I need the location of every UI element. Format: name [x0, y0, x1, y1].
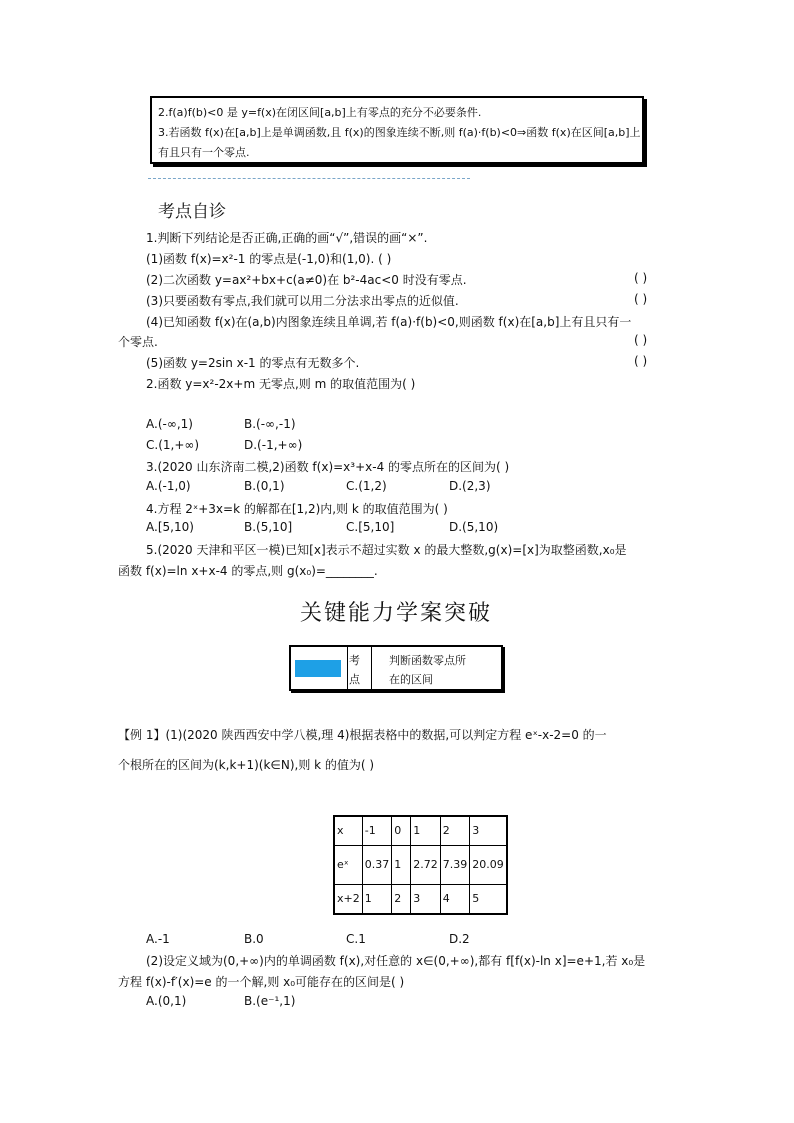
table-row: [334, 846, 507, 885]
section-title-key-abilities: 关键能力学案突破: [300, 601, 493, 626]
q1-paren-2: ( ): [634, 271, 648, 285]
notes-box: [150, 96, 644, 164]
table-cell: 3: [411, 885, 441, 915]
table-cell: 2.72: [411, 846, 441, 885]
q5-line-2: 函数 f(x)=ln x+x-4 的零点,则 g(x₀)=________.: [118, 564, 378, 578]
data-table: [333, 815, 508, 915]
q4-opt-a: A.[5,10): [146, 520, 194, 534]
q3-opt-b: B.(0,1): [244, 479, 285, 493]
table-cell: 1: [362, 885, 392, 915]
q2-opt-c: C.(1,+∞): [146, 438, 200, 452]
q1-item-3: (3)只要函数有零点,我们就可以用二分法求出零点的近似值.: [146, 294, 459, 308]
table-cell: 5: [470, 885, 507, 915]
example2-opt-a: A.(0,1): [146, 994, 187, 1008]
table-cell: x: [334, 816, 362, 846]
table-cell: 2: [392, 885, 411, 915]
q3-opt-a: A.(-1,0): [146, 479, 191, 493]
example1-opt-d: D.2: [449, 932, 470, 946]
q2-opt-b: B.(-∞,-1): [244, 417, 296, 431]
example2-line-2: 方程 f(x)-f′(x)=e 的一个解,则 x₀可能存在的区间是( ): [118, 975, 405, 989]
q1-item-1: (1)函数 f(x)=x²-1 的零点是(-1,0)和(1,0). ( ): [146, 252, 392, 266]
note-line-2: 2.f(a)f(b)<0 是 y=f(x)在闭区间[a,b]上有零点的充分不必要条件.: [158, 106, 482, 119]
q4-opt-c: C.[5,10]: [346, 520, 395, 534]
table-cell: 1: [411, 816, 441, 846]
table-cell: 0: [392, 816, 411, 846]
table-cell: 7.39: [440, 846, 470, 885]
q3-opt-d: D.(2,3): [449, 479, 491, 493]
example1-line-2: 个根所在的区间为(k,k+1)(k∈N),则 k 的值为( ): [118, 758, 375, 772]
q4-opt-d: D.(5,10): [449, 520, 499, 534]
kaodian-number-badge: [295, 660, 341, 677]
q1-item-2: (2)二次函数 y=ax²+bx+c(a≠0)在 b²-4ac<0 时没有零点.: [146, 273, 467, 287]
q1-paren-4: ( ): [634, 333, 648, 347]
section-title-kaodian-zizhen: 考点自诊: [158, 202, 226, 222]
table-cell: eˣ: [334, 846, 362, 885]
table-row: [334, 885, 507, 915]
q1-paren-3: ( ): [634, 292, 648, 306]
table-cell: 2: [440, 816, 470, 846]
table-cell: 0.37: [362, 846, 392, 885]
q4-stem: 4.方程 2ˣ+3x=k 的解都在[1,2)内,则 k 的取值范围为( ): [146, 502, 448, 516]
table-cell: -1: [362, 816, 392, 846]
table-cell: 20.09: [470, 846, 507, 885]
q3-stem: 3.(2020 山东济南二模,2)函数 f(x)=x³+x-4 的零点所在的区间为( ): [146, 460, 510, 474]
kaodian-title-2: 在的区间: [389, 673, 433, 686]
note-line-3-cont: 有且只有一个零点.: [158, 146, 250, 159]
table-cell: 3: [470, 816, 507, 846]
example1-opt-a: A.-1: [146, 932, 170, 946]
example2-line-1: (2)设定义域为(0,+∞)内的单调函数 f(x),对任意的 x∈(0,+∞),都有 f[f(x)-ln x]=e+1,若 x₀是: [146, 954, 646, 968]
table-cell: x+2: [334, 885, 362, 915]
table-row: [334, 816, 507, 846]
example1-opt-b: B.0: [244, 932, 264, 946]
kaodian-label-2: 点: [349, 673, 360, 686]
divider: [148, 178, 470, 179]
example1-line-1: 【例 1】(1)(2020 陕西西安中学八模,理 4)根据表格中的数据,可以判定方程 eˣ-x-2=0 的一: [118, 728, 607, 742]
q2-stem: 2.函数 y=x²-2x+m 无零点,则 m 的取值范围为( ): [146, 377, 416, 391]
q5-line-1: 5.(2020 天津和平区一模)已知[x]表示不超过实数 x 的最大整数,g(x)=[x]为取整函数,x₀是: [146, 543, 627, 557]
table-cell: 1: [392, 846, 411, 885]
q1-item-4-cont: 个零点.: [118, 335, 158, 349]
q1-item-4: (4)已知函数 f(x)在(a,b)内图象连续且单调,若 f(a)·f(b)<0,则函数 f(x)在[a,b]上有且只有一: [146, 315, 632, 329]
q2-opt-a: A.(-∞,1): [146, 417, 193, 431]
kaodian-label-1: 考: [349, 654, 360, 667]
q1-stem: 1.判断下列结论是否正确,正确的画“√”,错误的画“×”.: [146, 231, 428, 245]
q2-opt-d: D.(-1,+∞): [244, 438, 303, 452]
q3-opt-c: C.(1,2): [346, 479, 387, 493]
q4-opt-b: B.(5,10]: [244, 520, 293, 534]
kaodian-title-1: 判断函数零点所: [389, 654, 466, 667]
example2-opt-b: B.(e⁻¹,1): [244, 994, 296, 1008]
q1-item-5: (5)函数 y=2sin x-1 的零点有无数多个.: [146, 356, 360, 370]
kaodian-header: [289, 645, 503, 691]
q1-paren-5: ( ): [634, 354, 648, 368]
example1-opt-c: C.1: [346, 932, 366, 946]
note-line-3: 3.若函数 f(x)在[a,b]上是单调函数,且 f(x)的图象连续不断,则 f(a)·f(b)<0⇒函数 f(x)在区间[a,b]上: [158, 126, 641, 139]
table-cell: 4: [440, 885, 470, 915]
